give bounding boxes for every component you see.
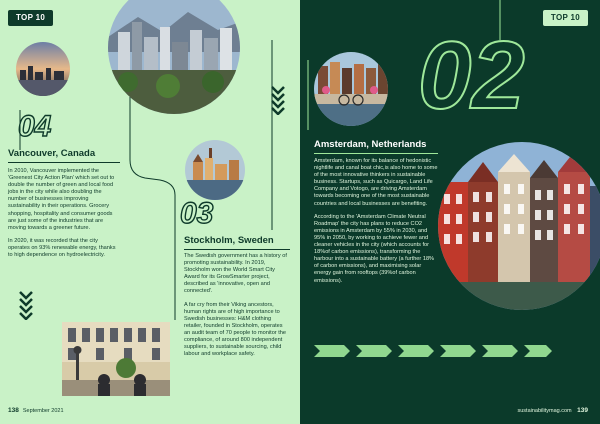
stockholm-rank-number: 03 (180, 197, 214, 230)
amsterdam-canal-photo (314, 52, 388, 126)
right-footer (518, 407, 589, 414)
paragraph: In 2010, Vancouver implemented the 'Greenest City Action Plan' which set out to double the number of green and local food jobs in the city while also doubling the number of businesses improving sustainability in their operations. Grocery shopping, hospitality and consumer goods are just some of the industries that are moving towards a greener future. (8, 168, 115, 231)
arrow-row-icon (314, 344, 554, 358)
chevron-down-icon (270, 85, 286, 115)
stockholm-title: Stockholm, Sweden (184, 235, 274, 246)
website: sustainabilitymag.com (517, 408, 572, 414)
stockholm-body (184, 253, 288, 364)
amsterdam-title: Amsterdam, Netherlands (314, 139, 427, 150)
divider (314, 153, 438, 154)
paragraph: The Swedish government has a history of promoting sustainability. In 2019, Stockholm won the World Smart City Award for its GrowSmarter project, described as 'innovative, open and connected'. (184, 253, 287, 295)
vancouver-sunset-photo (16, 42, 70, 96)
top-10-tag: TOP 10 (543, 10, 588, 26)
vancouver-body (8, 168, 120, 265)
divider (8, 162, 120, 163)
page-number: 138 (8, 407, 19, 414)
stockholm-street-photo (62, 322, 170, 396)
paragraph: In 2020, it was recorded that the city operates on 93% renewable energy, thanks to high dependence on hydroelectricity. (8, 237, 116, 259)
amsterdam-rank-number: 02 (418, 22, 525, 129)
page-number: 139 (577, 407, 588, 414)
paragraph: Amsterdam, known for its balance of hedonistic nightlife and canal boat chic,is also home to some of the most innovative thinkers in sustainable business. Startups, such as Quicargo, Land Life Company and Votogo, are driving Amsterdam towards becoming one of the most sustainable countries and local businesses are benefiting. (314, 158, 438, 207)
vancouver-rank-number: 04 (18, 110, 52, 143)
paragraph: A far cry from their Viking ancestors, human rights are of high importance to Swedish businesses: H&M clothing retailer, founded in Stockholm, operates an audit team of 70 people to monitor the compliance, of around 800 independent suppliers, to sustainable sourcing, child labour and workplace safety. (184, 301, 286, 358)
left-footer (8, 407, 64, 414)
divider (184, 249, 290, 250)
top-10-tag: TOP 10 (8, 10, 53, 26)
chevron-down-icon (18, 290, 34, 320)
vancouver-title: Vancouver, Canada (8, 148, 96, 159)
stockholm-photo (185, 140, 245, 200)
amsterdam-houses-photo (438, 142, 600, 310)
issue-date: September 2021 (22, 408, 64, 414)
right-page (300, 0, 600, 424)
amsterdam-body (314, 158, 438, 291)
paragraph: According to the 'Amsterdam Climate Neutral Roadmap' the city has plans to reduce CO2 emissions in Amsterdam by 55% in 2030, and 95% in 2050, by working to achieve fewer and cleaner vehicles in the city (which accounts for 18%of carbon emissions), transforming the harbour into a sustainable battery (a further 18% of carbon emissions), and maximising solar energy gain from rooftops (39%of carbon emissions). (314, 213, 435, 284)
